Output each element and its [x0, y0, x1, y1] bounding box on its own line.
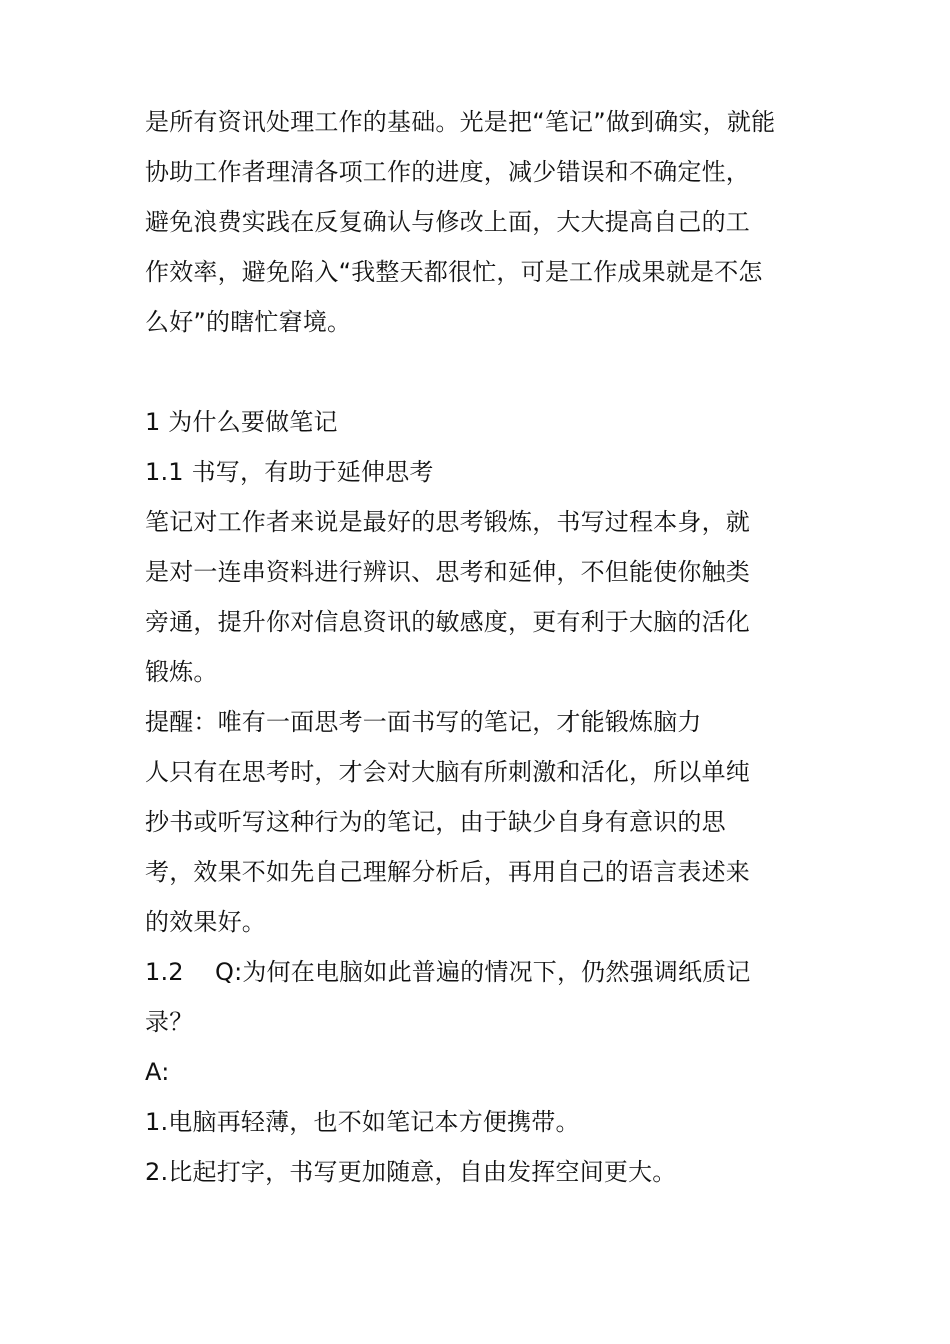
section-1-2-number: 1.2: [145, 958, 184, 986]
intro-line-2: 协助工作者理清各项工作的进度，减少错误和不确定性，: [145, 158, 750, 186]
section-1-1-line-4: 锻炼。: [145, 658, 218, 686]
answer-item-1: 1.电脑再轻薄，也不如笔记本方便携带。: [145, 1108, 580, 1136]
reminder-line-2: 抄书或听写这种行为的笔记，由于缺少自身有意识的思: [145, 808, 726, 836]
answer-label: A:: [145, 1058, 170, 1086]
reminder-line-3: 考，效果不如先自己理解分析后，再用自己的语言表述来: [145, 858, 750, 886]
reminder-line: 提醒：唯有一面思考一面书写的笔记，才能锻炼脑力: [145, 708, 702, 736]
intro-line-1: 是所有资讯处理工作的基础。光是把“笔记”做到确实，就能: [145, 108, 776, 136]
document-body: [145, 97, 815, 1197]
reminder-line-1: 人只有在思考时，才会对大脑有所刺激和活化，所以单纯: [145, 758, 750, 786]
intro-line-5: 么好”的瞎忙窘境。: [145, 308, 352, 336]
section-1-1-line-1: 笔记对工作者来说是最好的思考锻炼，书写过程本身，就: [145, 508, 750, 536]
answer-item-2: 2.比起打字，书写更加随意，自由发挥空间更大。: [145, 1158, 677, 1186]
intro-line-4: 作效率，避免陷入“我整天都很忙，可是工作成果就是不怎: [145, 258, 763, 286]
section-heading-1: 1 为什么要做笔记: [145, 408, 338, 436]
section-1-2-question-line-1: [145, 947, 815, 997]
section-1-1-line-3: 旁通，提升你对信息资讯的敏感度，更有利于大脑的活化: [145, 608, 750, 636]
reminder-line-4: 的效果好。: [145, 908, 266, 936]
section-1-2-question-text: Q:为何在电脑如此普遍的情况下，仍然强调纸质记: [215, 958, 751, 986]
section-1-1-line-2: 是对一连串资料进行辨识、思考和延伸，不但能使你触类: [145, 558, 750, 586]
paragraph-gap: [145, 347, 815, 397]
section-heading-1-1: 1.1 书写，有助于延伸思考: [145, 458, 434, 486]
intro-line-3: 避免浪费实践在反复确认与修改上面，大大提高自己的工: [145, 208, 750, 236]
section-1-2-question-line-2: 录？: [145, 1008, 194, 1036]
